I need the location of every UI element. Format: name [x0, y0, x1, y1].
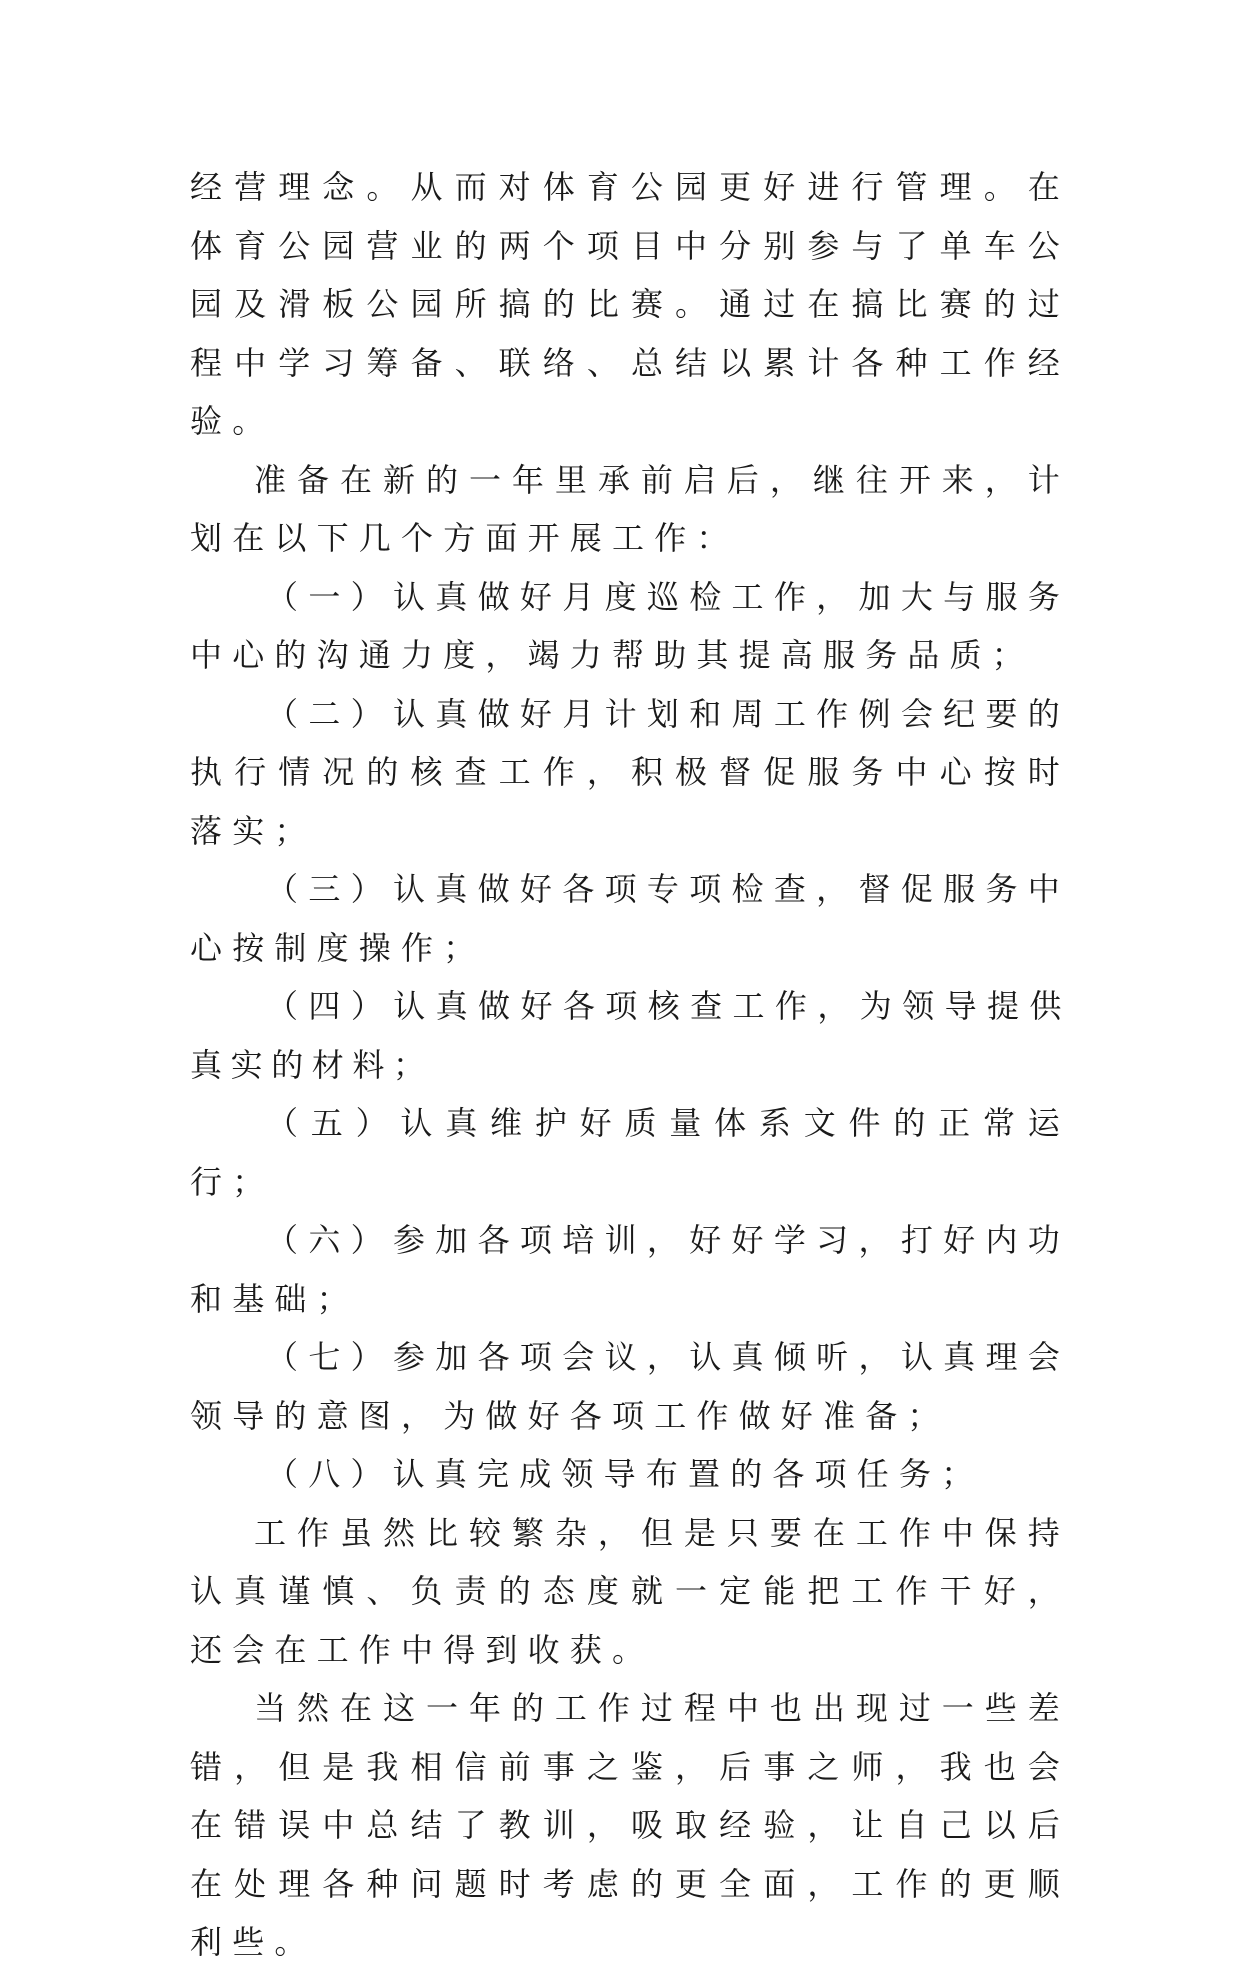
- plan-item-6: （六）参加各项培训，好好学习，打好内功和基础；: [190, 1221, 1070, 1318]
- paragraph-lessons-learned: 当然在这一年的工作过程中也出现过一些差错，但是我相信前事之鉴，后事之师，我也会在错误中总结了教训，吸取经验，让自己以后在处理各种问题时考虑的更全面，工作的更顺利些。: [190, 1689, 1070, 1961]
- plan-item-7: （七）参加各项会议，认真倾听，认真理会领导的意图，为做好各项工作做好准备；: [190, 1338, 1070, 1435]
- plan-item-4: （四）认真做好各项核查工作，为领导提供真实的材料；: [190, 987, 1070, 1084]
- plan-item-8: （八）认真完成领导布置的各项任务；: [266, 1455, 984, 1493]
- paragraph-continuation: 经营理念。从而对体育公园更好进行管理。在体育公园营业的两个项目中分别参与了单车公园及滑板公园所搞的比赛。通过在搞比赛的过程中学习筹备、联络、总结以累计各种工作经验。: [190, 168, 1070, 440]
- plan-item-3: （三）认真做好各项专项检查，督促服务中心按制度操作；: [190, 870, 1070, 967]
- document-body: [190, 158, 1070, 1972]
- paragraph-work-attitude: 工作虽然比较繁杂，但是只要在工作中保持认真谨慎、负责的态度就一定能把工作干好，还会在工作中得到收获。: [190, 1513, 1070, 1669]
- plan-item-1: （一）认真做好月度巡检工作，加大与服务中心的沟通力度，竭力帮助其提高服务品质；: [190, 577, 1070, 674]
- plan-item-2: （二）认真做好月计划和周工作例会纪要的执行情况的核查工作，积极督促服务中心按时落实；: [190, 694, 1070, 850]
- plan-item-5: （五）认真维护好质量体系文件的正常运行；: [190, 1104, 1070, 1201]
- paragraph-plan-intro: 准备在新的一年里承前启后，继往开来，计划在以下几个方面开展工作：: [190, 460, 1070, 557]
